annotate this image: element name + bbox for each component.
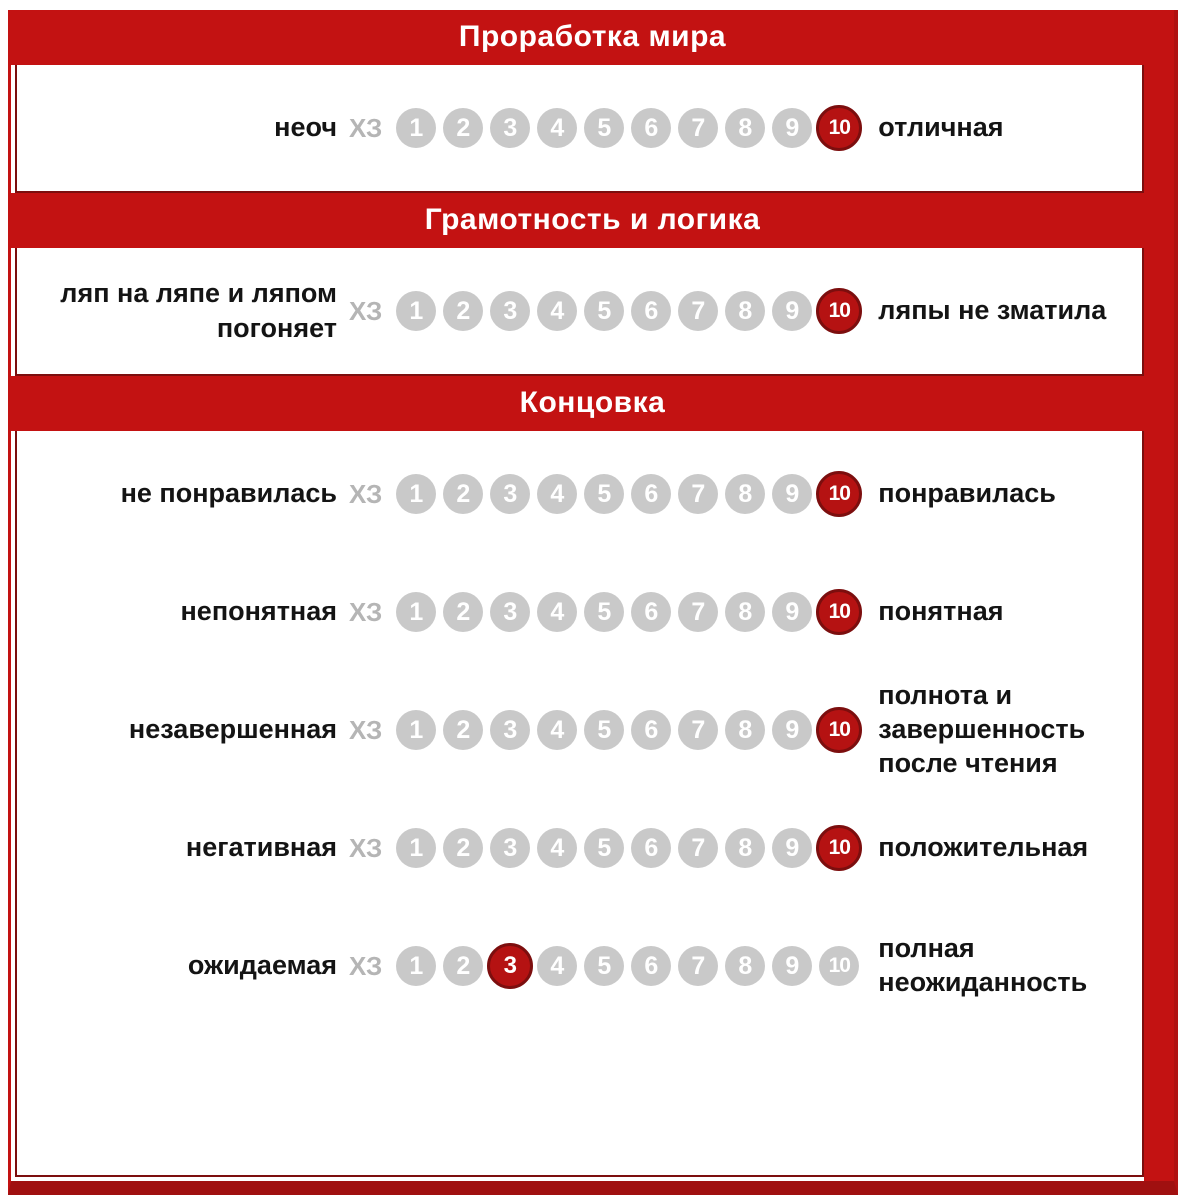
rating-circle-1[interactable]: 1 — [396, 946, 436, 986]
rating-circle-1[interactable]: 1 — [396, 828, 436, 868]
rating-circle-4[interactable]: 4 — [537, 108, 577, 148]
rating-circle-3[interactable]: 3 — [487, 943, 533, 989]
rating-circle-7[interactable]: 7 — [678, 828, 718, 868]
section-header — [11, 376, 1174, 431]
rating-circle-10[interactable]: 10 — [816, 105, 862, 151]
right-red-gutter — [1144, 65, 1174, 193]
section-rows-container — [15, 65, 1144, 193]
rating-circle-3[interactable]: 3 — [490, 474, 530, 514]
rating-circle-9[interactable]: 9 — [772, 592, 812, 632]
rating-circle-4[interactable]: 4 — [537, 592, 577, 632]
rating-circle-3[interactable]: 3 — [490, 108, 530, 148]
rating-row — [17, 252, 1142, 370]
unknown-option-button[interactable]: ХЗ — [349, 112, 383, 143]
rating-scale — [396, 828, 866, 868]
rating-circle-9[interactable]: 9 — [772, 474, 812, 514]
rating-circle-4[interactable]: 4 — [537, 291, 577, 331]
section-title: Грамотность и логика — [424, 203, 761, 236]
rating-scale — [396, 592, 866, 632]
row-right-label: отличная — [878, 112, 1004, 143]
rating-scale — [396, 291, 866, 331]
rating-circle-3[interactable]: 3 — [490, 291, 530, 331]
rating-circle-10[interactable]: 10 — [816, 707, 862, 753]
rating-circle-3[interactable]: 3 — [490, 828, 530, 868]
rating-circle-2[interactable]: 2 — [443, 710, 483, 750]
row-right-label: понятная — [878, 596, 1004, 627]
rating-circle-2[interactable]: 2 — [443, 828, 483, 868]
rating-circle-6[interactable]: 6 — [631, 291, 671, 331]
section-rows-container — [15, 248, 1144, 376]
row-left-label: негативная — [185, 832, 337, 863]
rating-circle-6[interactable]: 6 — [631, 710, 671, 750]
rating-circle-5[interactable]: 5 — [584, 108, 624, 148]
rating-circle-2[interactable]: 2 — [443, 474, 483, 514]
rating-circle-6[interactable]: 6 — [631, 108, 671, 148]
rating-circle-6[interactable]: 6 — [631, 828, 671, 868]
rating-circle-7[interactable]: 7 — [678, 946, 718, 986]
row-left-label: непонятная — [180, 596, 337, 627]
row-left-label: ожидаемая — [187, 950, 337, 981]
rating-circle-8[interactable]: 8 — [725, 946, 765, 986]
rating-section — [11, 193, 1174, 376]
rating-circle-10[interactable]: 10 — [816, 825, 862, 871]
rating-row — [17, 671, 1142, 789]
rating-circle-8[interactable]: 8 — [725, 291, 765, 331]
rating-circle-5[interactable]: 5 — [584, 291, 624, 331]
section-body — [11, 65, 1174, 193]
right-red-gutter — [1144, 431, 1174, 1181]
section-title: Концовка — [519, 386, 666, 419]
rating-row — [17, 789, 1142, 907]
section-rows-container — [15, 431, 1144, 1177]
rating-circle-6[interactable]: 6 — [631, 474, 671, 514]
rating-circle-8[interactable]: 8 — [725, 474, 765, 514]
rating-circle-7[interactable]: 7 — [678, 474, 718, 514]
unknown-option-button[interactable]: ХЗ — [349, 832, 383, 863]
rating-circle-10[interactable]: 10 — [816, 471, 862, 517]
rating-scale — [396, 108, 866, 148]
unknown-option-button[interactable]: ХЗ — [349, 478, 383, 509]
rating-circle-9[interactable]: 9 — [772, 946, 812, 986]
rating-row — [17, 907, 1142, 1025]
rating-circle-1[interactable]: 1 — [396, 592, 436, 632]
rating-circle-10[interactable]: 10 — [819, 946, 859, 986]
right-red-gutter — [1144, 248, 1174, 376]
rating-circle-5[interactable]: 5 — [584, 828, 624, 868]
row-right-label: ляпы не зматила — [878, 295, 1107, 326]
row-right-label: положительная — [878, 832, 1089, 863]
rating-circle-7[interactable]: 7 — [678, 108, 718, 148]
rating-circle-2[interactable]: 2 — [443, 291, 483, 331]
rating-scale — [396, 946, 866, 986]
rating-circle-8[interactable]: 8 — [725, 108, 765, 148]
rating-section — [11, 10, 1174, 193]
rating-circle-5[interactable]: 5 — [584, 474, 624, 514]
rating-circle-4[interactable]: 4 — [537, 828, 577, 868]
rating-circle-8[interactable]: 8 — [725, 592, 765, 632]
unknown-option-button[interactable]: ХЗ — [349, 596, 383, 627]
rating-circle-4[interactable]: 4 — [537, 710, 577, 750]
rating-circle-10[interactable]: 10 — [816, 288, 862, 334]
row-right-label: понравилась — [878, 478, 1056, 509]
rating-scale — [396, 710, 866, 750]
row-right-label: полнота и завершенность после чтения — [878, 680, 1086, 778]
rating-circle-9[interactable]: 9 — [772, 710, 812, 750]
rating-circle-4[interactable]: 4 — [537, 946, 577, 986]
row-left-label: незавершенная — [128, 714, 337, 745]
rating-circle-2[interactable]: 2 — [443, 592, 483, 632]
section-body — [11, 248, 1174, 376]
rating-circle-6[interactable]: 6 — [631, 592, 671, 632]
rating-row — [17, 435, 1142, 553]
rating-circle-2[interactable]: 2 — [443, 946, 483, 986]
rating-circle-1[interactable]: 1 — [396, 108, 436, 148]
rating-circle-1[interactable]: 1 — [396, 291, 436, 331]
rating-circle-2[interactable]: 2 — [443, 108, 483, 148]
row-left-label: неоч — [274, 112, 337, 143]
rating-circle-4[interactable]: 4 — [537, 474, 577, 514]
unknown-option-button[interactable]: ХЗ — [349, 295, 383, 326]
section-header — [11, 10, 1174, 65]
section-header — [11, 193, 1174, 248]
rating-row — [17, 69, 1142, 187]
unknown-option-button[interactable]: ХЗ — [349, 950, 383, 981]
section-title: Проработка мира — [458, 20, 727, 53]
rating-circle-8[interactable]: 8 — [725, 828, 765, 868]
row-right-label: полная неожиданность — [878, 933, 1088, 997]
rating-circle-1[interactable]: 1 — [396, 474, 436, 514]
rating-circle-9[interactable]: 9 — [772, 291, 812, 331]
ratings-panel — [8, 10, 1178, 1195]
rating-circle-7[interactable]: 7 — [678, 710, 718, 750]
rating-circle-5[interactable]: 5 — [584, 710, 624, 750]
rating-circle-7[interactable]: 7 — [678, 291, 718, 331]
rating-circle-5[interactable]: 5 — [584, 946, 624, 986]
rating-circle-8[interactable]: 8 — [725, 710, 765, 750]
rating-scale — [396, 474, 866, 514]
rating-section — [11, 376, 1174, 1181]
rating-row — [17, 553, 1142, 671]
rating-circle-10[interactable]: 10 — [816, 589, 862, 635]
unknown-option-button[interactable]: ХЗ — [349, 714, 383, 745]
rating-circle-9[interactable]: 9 — [772, 828, 812, 868]
rating-circle-5[interactable]: 5 — [584, 592, 624, 632]
rating-circle-6[interactable]: 6 — [631, 946, 671, 986]
section-body — [11, 431, 1174, 1181]
rating-circle-1[interactable]: 1 — [396, 710, 436, 750]
rating-circle-3[interactable]: 3 — [490, 592, 530, 632]
row-left-label: не понравилась — [120, 478, 337, 509]
rating-circle-3[interactable]: 3 — [490, 710, 530, 750]
row-left-label: ляп на ляпе и ляпом погоняет — [60, 277, 337, 343]
rating-circle-7[interactable]: 7 — [678, 592, 718, 632]
rating-circle-9[interactable]: 9 — [772, 108, 812, 148]
